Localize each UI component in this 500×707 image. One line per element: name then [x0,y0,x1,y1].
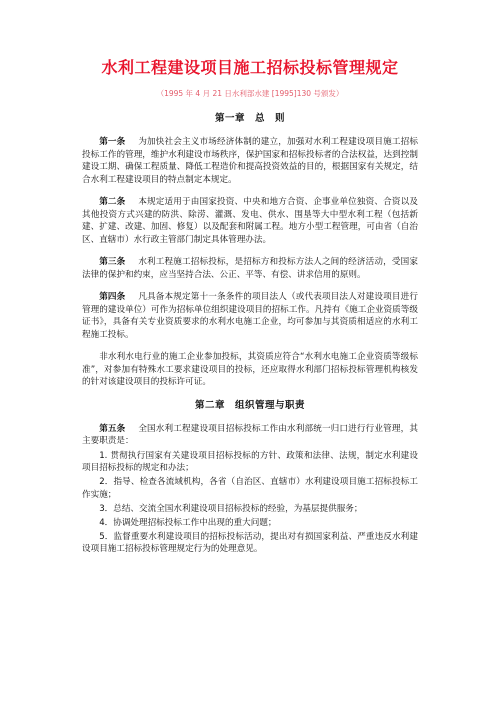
list-item: 4．协调处理招标投标工作中出现的重大问题； [99,517,277,528]
article-4 [82,291,418,341]
list-item: 5．监督重要水利建设项目的招标投标活动，提出对有损国家利益、严重违反水利建设项目施工招标投标管理规定行为的处理意见。 [82,531,418,554]
document-subtitle: （1995 年 4 月 21 日水利部水建 [1995]130 号颁发） [156,89,344,98]
list-item: 2．指导、检查各流域机构，各省（自治区、直辖市）水利建设项目施工招标投标工作实施； [82,477,418,500]
article-label: 第三条 [99,257,126,267]
document-title: 水利工程建设项目施工招标投标管理规定 [101,58,399,77]
article-text: 全国水利工程建设项目招标投标工作由水利部统一归口进行行业管理，其主要职责是： [82,423,418,446]
chapter-1-heading: 第一章 总 则 [214,113,285,124]
chapter-2-heading: 第二章 组织管理与职责 [194,399,305,411]
article-text: 凡具备本规定第十一条条件的项目法人（或代表项目法人对建设项目进行管理的建设单位）可作为招标单位组织建设项目的招标工作。凡持有《施工企业资质等级证书》，具备有关专业资质要求的水利水电施工企业，均可参加与其资质相适应的水利工程施工投标。 [82,292,418,340]
article-1 [82,136,418,186]
article-text: 本规定适用于由国家投资、中央和地方合资、企事业单位独资、合资以及其他投资方式兴建的防洪、除涝、灌溉、发电、供水、围垦等大中型水利工程（包括新建、扩建、改建、加固、修复）以及配套和附属工程。地方小型工程管理，可由省（自治区、直辖市）水行政主管部门制定具体管理办法。 [82,197,418,245]
article-5 [82,423,418,448]
article-label: 第二条 [99,197,126,207]
article-label: 第四条 [99,292,126,302]
list-item: 3．总结、交流全国水利建设项目招标投标的经验，为基层提供服务； [99,503,363,514]
article-2 [82,196,418,246]
list-item: 1. 贯彻执行国家有关建设项目招标投标的方针、政策和法律、法规，制定水利建设项目招标投标的规定和办法； [82,450,418,473]
article-4-continued [82,351,418,389]
article-text: 非水利水电行业的施工企业参加投标，其资质应符合“水利水电施工企业资质等级标准”，对参加有特殊水工要求建设项目的投标，还应取得水利部门招标投标管理机构核发的针对该建设项目的投标许可证。 [82,352,418,387]
duties-list [82,450,418,556]
article-label: 第一条 [99,137,126,147]
article-label: 第五条 [99,423,126,434]
article-text: 水利工程施工招标投标，是招标方和投标方法人之间的经济活动，受国家法律的保护和约束，应当坚持合法、公正、平等、有偿、讲求信用的原则。 [82,257,418,280]
article-3 [82,256,418,281]
article-text: 为加快社会主义市场经济体制的建立，加强对水利工程建设项目施工招标投标工作的管理，维护水利建设市场秩序，保护国家和招标投标者的合法权益，达到控制建设工期、确保工程质量、降低工程造价和提高投资效益的目的，根据国家有关规定，结合水利工程建设项目的特点制定本规定。 [82,137,418,185]
